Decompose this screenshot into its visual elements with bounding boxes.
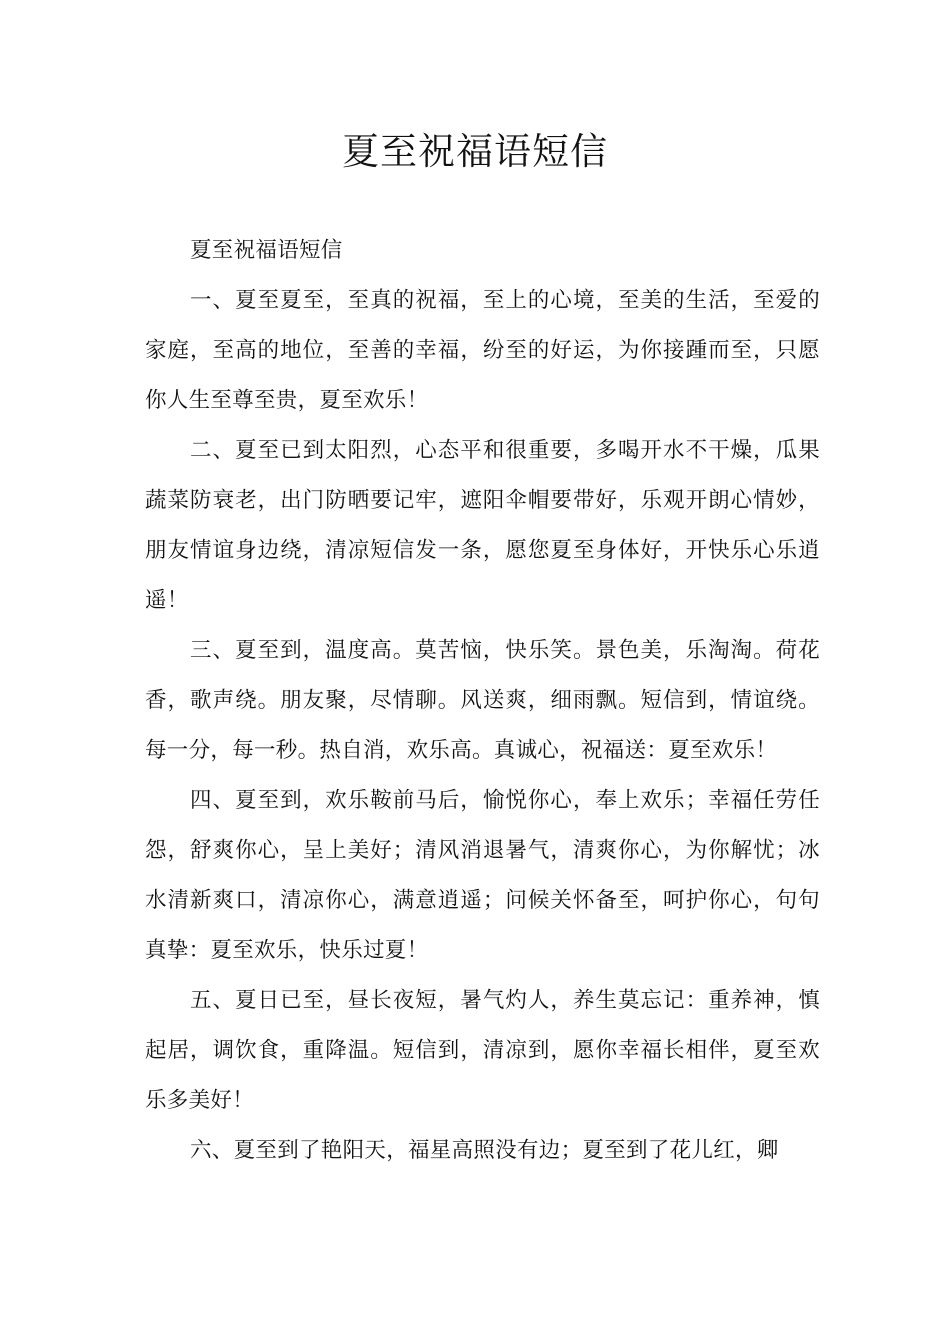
document-body [145,226,820,1176]
paragraph: 二、夏至已到太阳烈，心态平和很重要，多喝开水不干燥，瓜果蔬菜防衰老，出门防晒要记牢，遮阳伞帽要带好，乐观开朗心情妙，朋友情谊身边绕，清凉短信发一条，愿您夏至身体好，开快乐心乐逍遥！ [145,438,820,613]
paragraph: 五、夏日已至，昼长夜短，暑气灼人，养生莫忘记：重养神，慎起居，调饮食，重降温。短信到，清凉到，愿你幸福长相伴，夏至欢乐多美好！ [145,988,820,1113]
paragraph: 六、夏至到了艳阳天，福星高照没有边；夏至到了花儿红，卿 [190,1138,779,1163]
paragraph: 四、夏至到，欢乐鞍前马后，愉悦你心，奉上欢乐；幸福任劳任怨，舒爽你心，呈上美好；清风消退暑气，清爽你心，为你解忧；冰水清新爽口，清凉你心，满意逍遥；问候关怀备至，呵护你心，句句真挚：夏至欢乐，快乐过夏！ [145,788,820,963]
document-subtitle: 夏至祝福语短信 [190,238,343,263]
document-title: 夏至祝福语短信 [342,130,608,173]
paragraph: 三、夏至到，温度高。莫苦恼，快乐笑。景色美，乐淘淘。荷花香，歌声绕。朋友聚，尽情聊。风送爽，细雨飘。短信到，情谊绕。每一分，每一秒。热自消，欢乐高。真诚心，祝福送：夏至欢乐！ [145,638,820,763]
paragraph: 一、夏至夏至，至真的祝福，至上的心境，至美的生活，至爱的家庭，至高的地位，至善的幸福，纷至的好运，为你接踵而至，只愿你人生至尊至贵，夏至欢乐！ [145,288,820,413]
